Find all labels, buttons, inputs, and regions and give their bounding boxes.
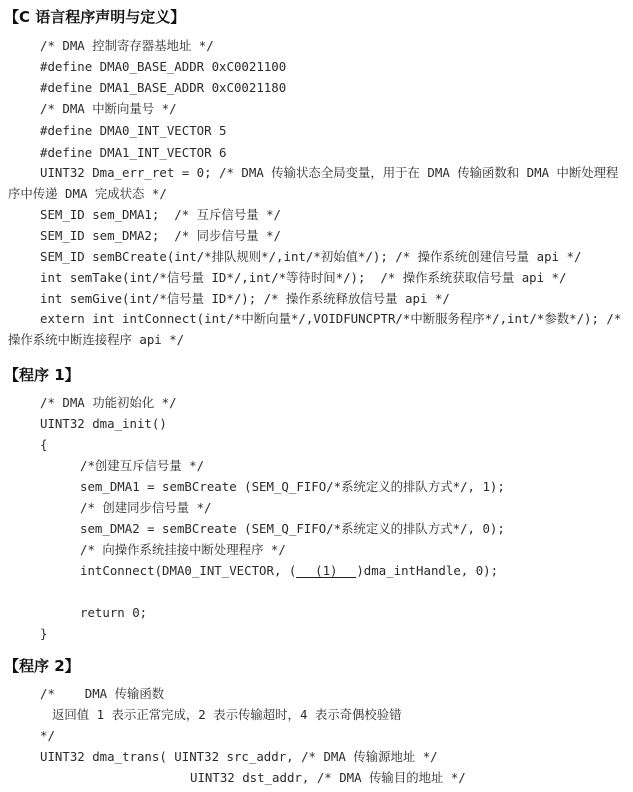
code-line: #define DMA0_INT_VECTOR 5 — [40, 123, 227, 138]
section-title-program-2: 【程序 2】 — [4, 657, 80, 675]
code-line: } — [40, 626, 48, 641]
code-line: int semGive(int/*信号量 ID*/); /* 操作系统释放信号量 api */ — [40, 291, 450, 306]
code-line: /* DMA 功能初始化 */ — [40, 395, 177, 410]
code-line: /* 向操作系统挂接中断处理程序 */ — [80, 542, 286, 557]
code-line: { — [40, 437, 48, 452]
code-line: UINT32 dma_trans( UINT32 src_addr, /* DMA 传输源地址 */ — [40, 749, 438, 764]
code-line: /* DMA 中断向量号 */ — [40, 101, 177, 116]
code-line: sem_DMA2 = semBCreate (SEM_Q_FIFO/*系统定义的排队方式*/, 0); — [80, 521, 505, 536]
code-line: /*创建互斥信号量 */ — [80, 458, 205, 473]
code-fragment: intConnect(DMA0_INT_VECTOR, ( — [80, 563, 297, 578]
code-line: int semTake(int/*信号量 ID*/,int/*等待时间*/); /* 操作系统获取信号量 api */ — [40, 270, 567, 285]
fill-in-blank: (1) — [296, 564, 356, 578]
code-line-wrapped: UINT32 Dma_err_ret = 0; /* DMA 传输状态全局变量，用于在 DMA 传输函数和 DMA 中断处理程序中传递 DMA 完成状态 */ — [8, 165, 619, 201]
code-line: sem_DMA1 = semBCreate (SEM_Q_FIFO/*系统定义的排队方式*/, 1); — [80, 479, 505, 494]
code-line-with-blank — [80, 563, 498, 579]
code-line: /* DMA 传输函数 — [40, 686, 165, 701]
code-line: SEM_ID sem_DMA1; /* 互斥信号量 */ — [40, 207, 281, 222]
code-line: UINT32 dma_init() — [40, 416, 167, 431]
code-line: /* DMA 控制寄存器基地址 */ — [40, 38, 214, 53]
code-line: #define DMA1_INT_VECTOR 6 — [40, 145, 227, 160]
code-fragment: )dma_intHandle, 0); — [356, 563, 499, 578]
code-line: SEM_ID semBCreate(int/*排队规则*/,int/*初始值*/); /* 操作系统创建信号量 api */ — [40, 249, 582, 264]
code-line: /* 创建同步信号量 */ — [80, 500, 212, 515]
code-line: return 0; — [80, 605, 148, 620]
code-line: #define DMA0_BASE_ADDR 0xC0021100 — [40, 59, 287, 74]
code-line: UINT32 dst_addr, /* DMA 传输目的地址 */ — [190, 770, 466, 785]
code-line: 返回值 1 表示正常完成，2 表示传输超时，4 表示奇偶校验错 — [52, 707, 402, 722]
code-line: #define DMA1_BASE_ADDR 0xC0021180 — [40, 80, 287, 95]
code-line: SEM_ID sem_DMA2; /* 同步信号量 */ — [40, 228, 281, 243]
section-title-declarations: 【C 语言程序声明与定义】 — [4, 8, 186, 26]
code-line-wrapped: extern int intConnect(int/*中断向量*/,VOIDFUNCPTR/*中断服务程序*/,int/*参数*/); /* 操作系统中断连接程序 api */ — [8, 311, 622, 347]
code-line: */ — [40, 728, 55, 743]
section-title-program-1: 【程序 1】 — [4, 366, 80, 384]
